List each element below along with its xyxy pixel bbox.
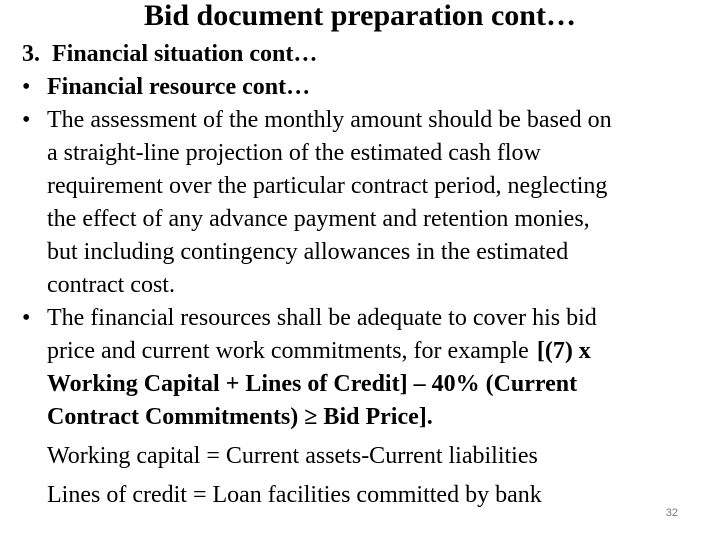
paragraph-2-continuation (0, 401, 720, 434)
formula-start: [(7) x (536, 338, 591, 364)
bullet-item-sub-heading (0, 71, 720, 104)
heading-number: 3. (22, 41, 40, 67)
paragraph-1-continuation (0, 170, 720, 203)
paragraph-2-continuation (0, 368, 720, 401)
paragraph-line: but including contingency allowances in the estimated (47, 239, 569, 265)
numbered-heading (0, 38, 720, 71)
bullet-item-paragraph-1 (0, 104, 720, 137)
bullet-item-paragraph-2 (0, 302, 720, 335)
definition-text: Lines of credit = Loan facilities committed by bank (47, 482, 542, 508)
paragraph-1-continuation (0, 269, 720, 302)
definition-text: Working capital = Current assets-Current liabilities (47, 443, 538, 469)
formula-line: Contract Commitments) ≥ Bid Price]. (47, 404, 433, 430)
paragraph-line: the effect of any advance payment and retention monies, (47, 206, 590, 232)
definition-working-capital (0, 440, 720, 473)
paragraph-2-continuation (0, 335, 720, 368)
paragraph-line: The assessment of the monthly amount should be based on (47, 107, 612, 133)
paragraph-line: contract cost. (47, 272, 175, 298)
bullet-marker: • (22, 305, 31, 331)
definition-lines-of-credit (0, 479, 720, 512)
bullet-marker: • (22, 107, 31, 133)
heading-text: Financial situation cont… (52, 41, 318, 67)
paragraph-line: a straight-line projection of the estimated cash flow (47, 140, 541, 166)
slide-body (0, 38, 720, 512)
page-number: 32 (665, 507, 678, 519)
sub-heading-text: Financial resource cont… (47, 74, 311, 100)
paragraph-line (47, 335, 591, 368)
paragraph-text: price and current work commitments, for example (47, 338, 529, 364)
slide-title: Bid document preparation cont… (144, 0, 576, 32)
paragraph-1-continuation (0, 236, 720, 269)
paragraph-1-continuation (0, 137, 720, 170)
paragraph-line: requirement over the particular contract period, neglecting (47, 173, 608, 199)
formula-line: Working Capital + Lines of Credit] – 40% (Current (47, 371, 578, 397)
paragraph-1-continuation (0, 203, 720, 236)
bullet-marker: • (22, 74, 31, 100)
paragraph-line: The financial resources shall be adequate to cover his bid (47, 305, 597, 331)
